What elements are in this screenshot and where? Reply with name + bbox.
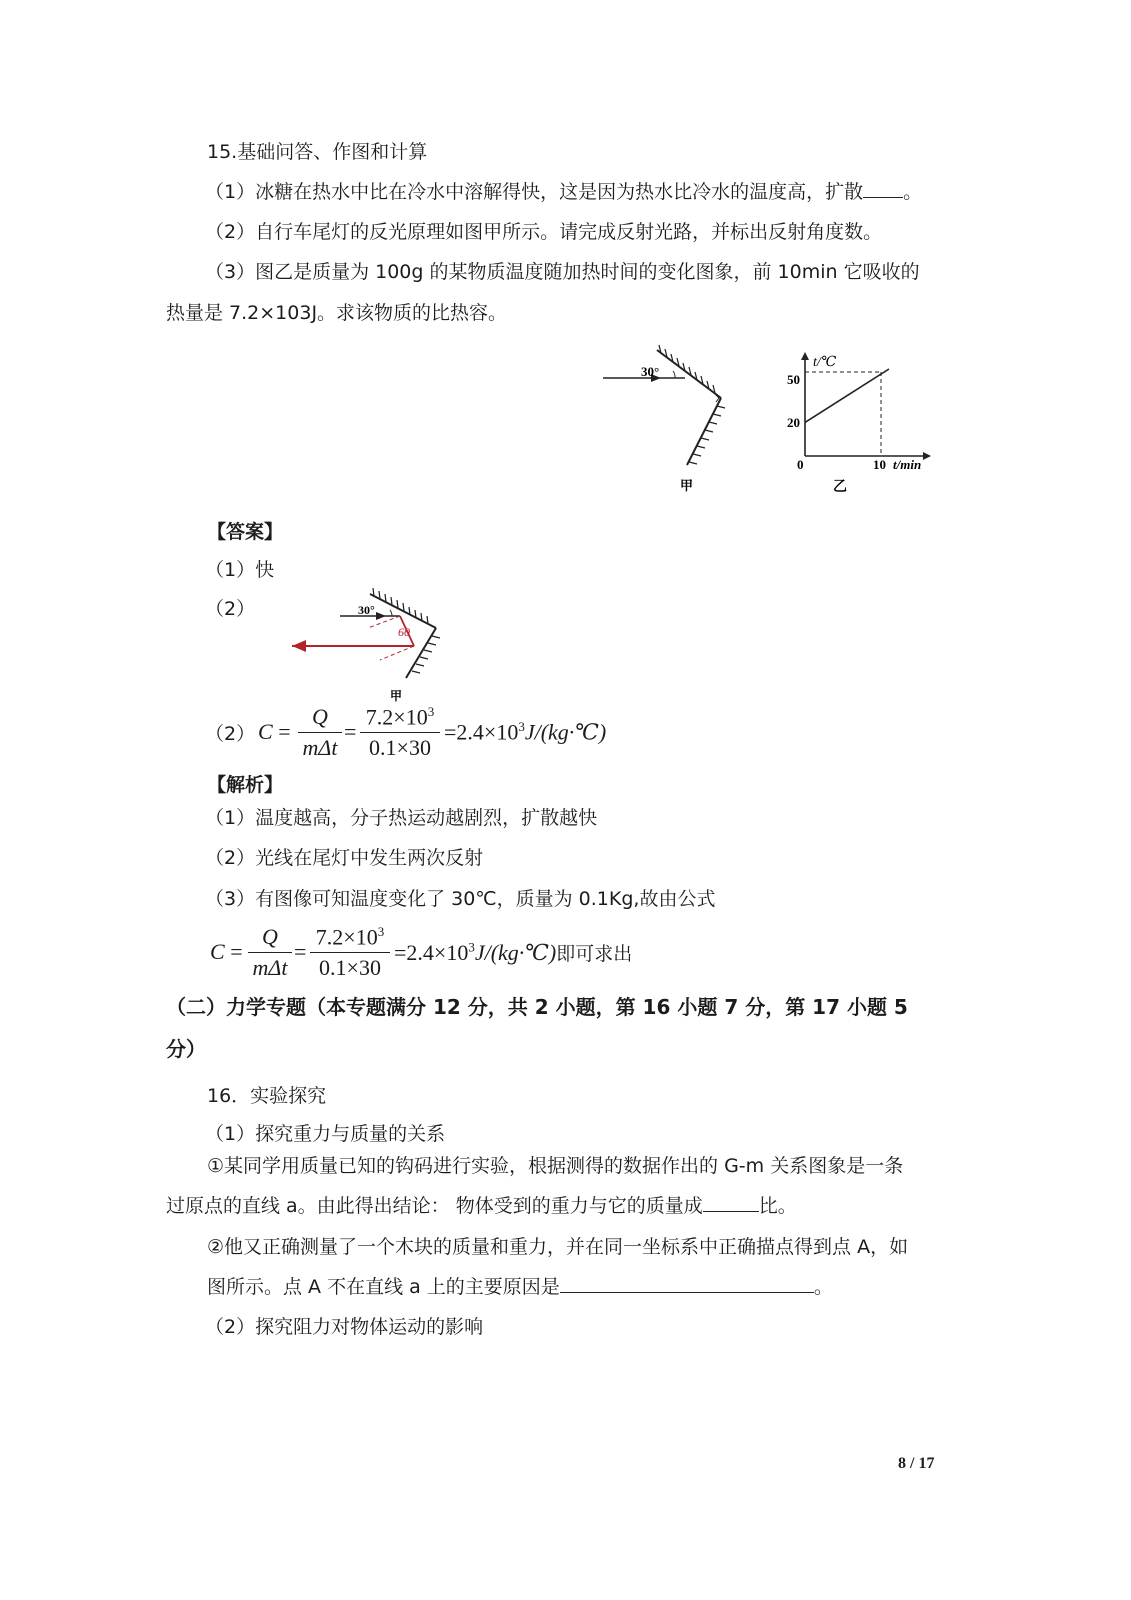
q16-sub1-line4 [207,1274,833,1300]
formula-tail: 即可求出 [556,943,633,965]
figure-jia [595,340,745,500]
formula-exponent: 3 [468,939,475,955]
formula-equals: = [294,939,307,964]
formula-exponent: 3 [518,719,525,734]
q16-sub1-line2-end: 比。 [758,1195,797,1217]
formula-unit: J/(kg·℃) [474,940,557,965]
formula-lhs [258,719,291,745]
y-axis-label: t/℃ [813,355,837,370]
q16-sub1-line4-end: 。 [813,1276,833,1298]
angle-label: 30° [641,364,660,379]
q15-part1 [205,179,922,205]
q15-title: 15.基础问答、作图和计算 [207,141,428,163]
x-tick-label: 10 [873,457,886,472]
answer-heading: 【答案】 [207,521,284,543]
formula-numerator: Q [248,924,292,953]
q16-sub2: （2）探究阻力对物体运动的影响 [205,1316,484,1338]
q16-title: 16．实验探究 [207,1085,327,1107]
formula-symbol: = [230,939,243,964]
y-tick-label: 20 [787,415,800,430]
section-heading-cont: 分） [166,1037,206,1061]
formula-symbol: m [302,735,319,760]
formula-fraction [310,924,390,981]
formula-fraction [360,704,440,761]
answer-2-label: （2） [205,598,256,620]
formula-exponent: 3 [377,924,385,939]
figure-caption: 甲 [390,689,403,703]
answer-3-label: （2） [205,723,256,745]
formula-symbol: = [444,719,457,745]
angle-label: 30° [358,603,375,617]
q15-part3-line1: （3）图乙是质量为 100g 的某物质温度随加热时间的变化图象，前 10min 它吸收的 [205,261,920,283]
formula-numerator: 7.2×10 [365,704,428,730]
q16-sub1-line2 [166,1193,797,1219]
q15-part2: （2）自行车尾灯的反光原理如图甲所示。请完成反射光路，并标出反射角度数。 [205,221,883,243]
x-axis-label: t/min [893,457,922,472]
formula-equals: = [344,719,357,744]
formula-symbol: C [210,939,225,964]
formula-unit: J/(kg·℃) [524,719,607,745]
formula-lhs [210,939,243,965]
analysis-2: （2）光线在尾灯中发生两次反射 [205,847,484,869]
formula-numerator: Q [298,704,342,733]
formula-symbol: C [258,719,273,744]
answer-blank[interactable] [863,179,903,198]
formula-denominator: 0.1×30 [369,735,431,761]
formula-symbol: Δt [318,735,338,760]
formula-symbol: m [252,955,269,980]
formula-result [394,939,632,966]
figure-yi-chart [775,350,945,500]
formula-denominator: 0.1×30 [319,955,381,981]
answer-blank[interactable] [560,1274,814,1293]
formula-numerator: 7.2×10 [315,924,378,950]
figure-caption: 乙 [833,480,847,495]
answer-1: （1）快 [205,559,275,581]
formula-value: 2.4×10 [456,719,519,745]
section-heading: （二）力学专题（本专题满分 12 分，共 2 小题，第 16 小题 7 分，第 17 小题 5 [166,995,908,1019]
answer-figure [280,588,450,708]
series-line [805,369,889,422]
q16-sub1-line4-text: 图所示。点 A 不在直线 a 上的主要原因是 [207,1276,560,1298]
answer-blank[interactable] [703,1193,759,1212]
q16-sub1: （1）探究重力与质量的关系 [205,1123,446,1145]
formula-fraction [248,924,292,981]
formula-result [444,719,606,745]
figure-caption: 甲 [680,478,694,493]
q16-sub1-line3: ②他又正确测量了一个木块的质量和重力，并在同一坐标系中正确描点得到点 A，如 [207,1236,909,1258]
x-tick-label: 0 [797,457,804,472]
q15-part3-line2: 热量是 7.2×103J。求该物质的比热容。 [166,302,508,324]
formula-exponent: 3 [427,704,435,719]
formula-symbol: Δt [268,955,288,980]
q16-sub1-line1: ①某同学用质量已知的钩码进行实验，根据测得的数据作出的 G-m 关系图象是一条 [207,1155,904,1177]
q15-part1-text: （1）冰糖在热水中比在冷水中溶解得快，这是因为热水比冷水的温度高，扩散 [205,181,864,203]
page-number: 8 / 17 [898,1455,935,1472]
y-tick-label: 50 [787,372,800,387]
angle-label: 60 [398,625,410,639]
analysis-heading: 【解析】 [207,774,284,796]
analysis-3: （3）有图像可知温度变化了 30℃，质量为 0.1Kg,故由公式 [205,888,716,910]
formula-symbol: = [394,940,407,965]
q16-sub1-line2-text: 过原点的直线 a。由此得出结论： 物体受到的重力与它的质量成 [166,1195,703,1217]
q15-part1-end: 。 [903,181,923,203]
formula-symbol: = [278,719,291,744]
formula-fraction [298,704,342,761]
analysis-1: （1）温度越高，分子热运动越剧烈，扩散越快 [205,807,598,829]
formula-value: 2.4×10 [406,940,469,965]
